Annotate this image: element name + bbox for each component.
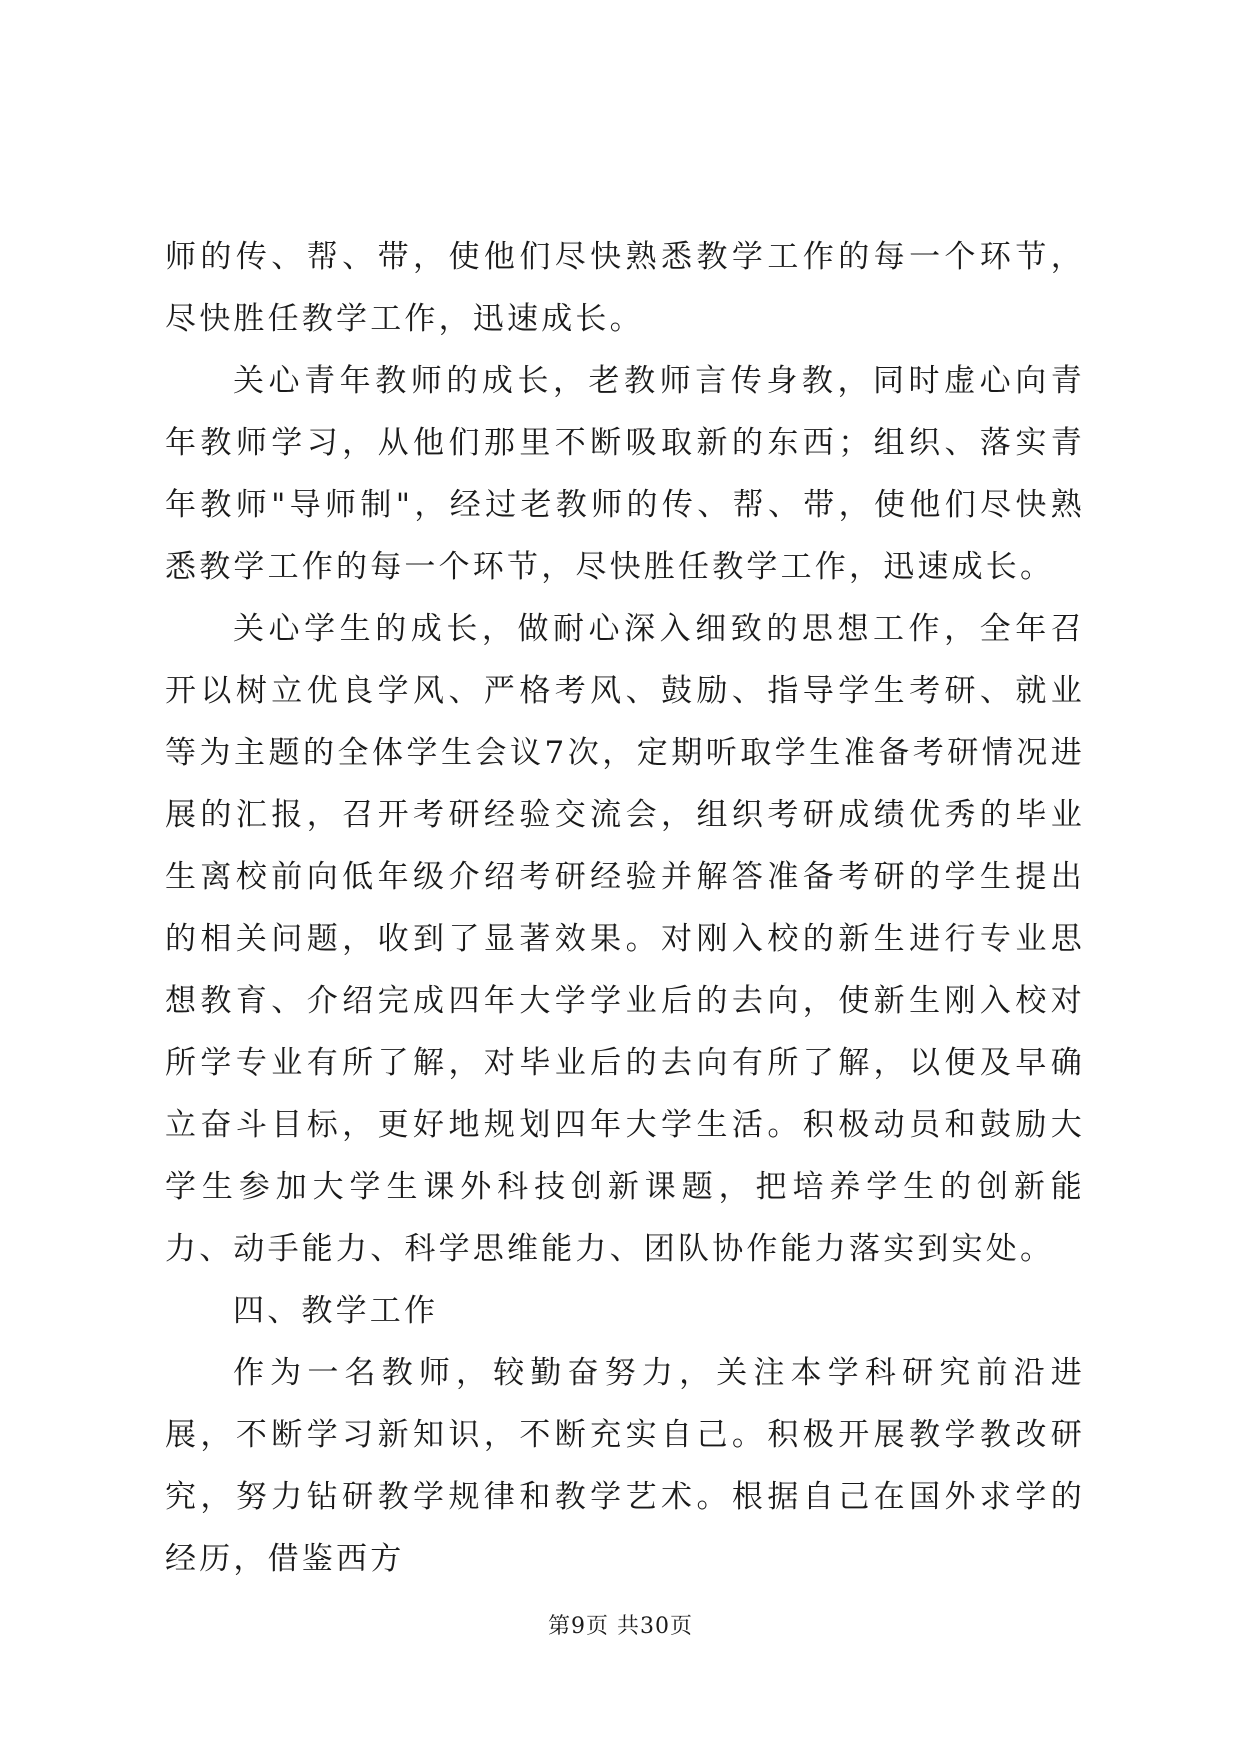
paragraph-teaching-work: 作为一名教师，较勤奋努力，关注本学科研究前沿进展，不断学习新知识，不断充实自己。积极开展教学教改研究，努力钻研教学规律和教学艺术。根据自己在国外求学的经历，借鉴西方 bbox=[165, 1355, 1085, 1577]
page-number-footer: 第9页 共30页 bbox=[548, 1614, 693, 1639]
paragraph-continuation: 师的传、帮、带，使他们尽快熟悉教学工作的每一个环节，尽快胜任教学工作，迅速成长。 bbox=[165, 239, 1085, 337]
paragraph-student-growth: 关心学生的成长，做耐心深入细致的思想工作，全年召开以树立优良学风、严格考风、鼓励、指导学生考研、就业等为主题的全体学生会议7次，定期听取学生准备考研情况进展的汇报，召开考研经验交流会，组织考研成绩优秀的毕业生离校前向低年级介绍考研经验并解答准备考研的学生提出的相关问题，收到了显著效果。对刚入校的新生进行专业思想教育、介绍完成四年大学学业后的去向，使新生刚入校对所学专业有所了解，对毕业后的去向有所了解，以便及早确立奋斗目标，更好地规划四年大学生活。积极动员和鼓励大学生参加大学生课外科技创新课题，把培养学生的创新能力、动手能力、科学思维能力、团队协作能力落实到实处。 bbox=[165, 611, 1085, 1267]
section-heading-teaching-work: 四、教学工作 bbox=[233, 1293, 439, 1329]
paragraph-young-teachers: 关心青年教师的成长，老教师言传身教，同时虚心向青年教师学习，从他们那里不断吸取新的东西；组织、落实青年教师"导师制"，经过老教师的传、帮、带，使他们尽快熟悉教学工作的每一个环节，尽快胜任教学工作，迅速成长。 bbox=[165, 363, 1085, 585]
document-body bbox=[165, 226, 1085, 1590]
